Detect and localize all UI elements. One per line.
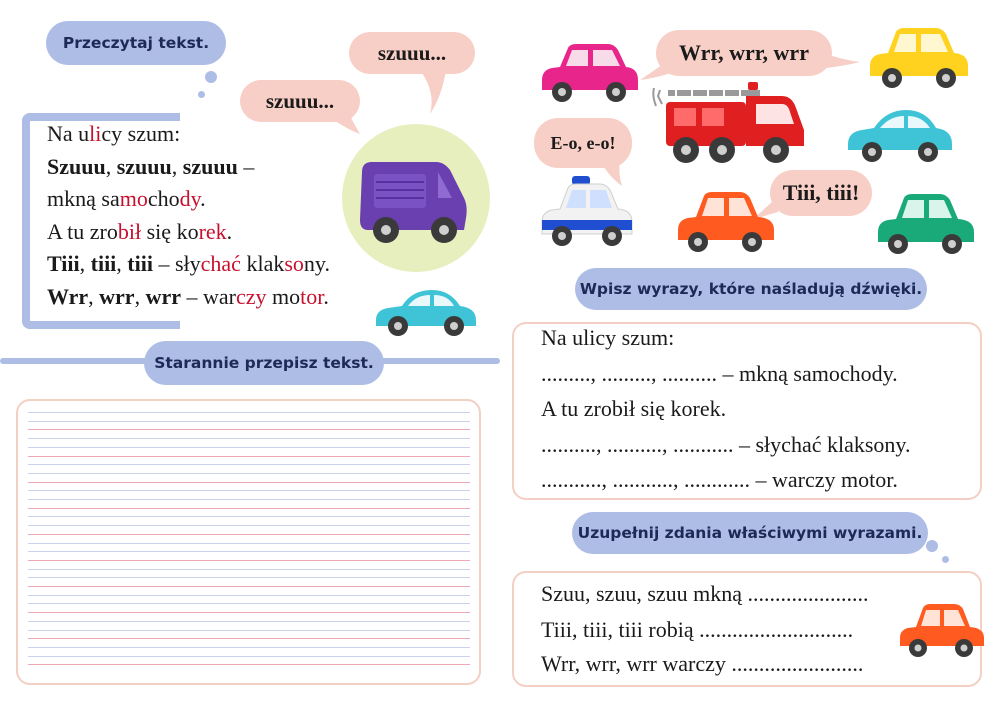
fill-line-4[interactable]: .........., .........., ........... – słychać klaksony. [541,432,911,457]
poem-text [47,118,330,314]
orange-car-icon [896,600,988,660]
ruled-line [28,534,470,535]
ruled-line [28,490,470,491]
purple-van-icon [340,122,492,274]
poem-line-3: A tu zrobił się korek. [47,218,233,244]
pill-dot [926,540,938,552]
fill-line-1: Na ulicy szum: [541,325,675,350]
bubble-szuuu-top: szuuu... [349,32,475,74]
green-car-icon [874,190,978,256]
bubble-tail [826,54,860,70]
ruled-line [28,543,470,544]
ruled-line [28,595,470,596]
bubble-tail [418,70,448,116]
bubble-tail [640,56,674,82]
complete-line-2[interactable]: Tiii, tiii, tiii robią ............................ [541,617,854,642]
ruled-line [28,560,470,561]
fill-line-3: A tu zrobił się korek. [541,396,727,421]
ruled-line [28,421,470,422]
instruction-complete: Uzupełnij zdania właściwymi wyrazami. [572,512,928,554]
bubble-wrr: Wrr, wrr, wrr [656,30,832,76]
ruled-line [28,664,470,665]
ruled-line [28,429,470,430]
yellow-car-icon [866,26,972,90]
section-divider [370,358,500,364]
complete-line-3[interactable]: Wrr, wrr, wrr warczy ........................ [541,651,864,676]
fill-line-2[interactable]: ........., ........., .......... – mkną samochody. [541,361,898,386]
bubble-szuuu-left: szuuu... [240,80,360,122]
fill-line-5[interactable]: ..........., ..........., ............ – warczy motor. [541,467,898,492]
ruled-line [28,586,470,587]
ruled-line [28,621,470,622]
ruled-line [28,577,470,578]
blue-car-icon [372,284,480,340]
instruction-read: Przeczytaj tekst. [46,21,226,65]
ruled-line [28,551,470,552]
bubble-eo: E-o, e-o! [534,118,632,168]
poem-line-2a: Szuuu, szuuu, szuuu – [47,153,255,179]
instruction-write-sounds: Wpisz wyrazy, które naśladują dźwięki. [575,268,927,310]
complete-line-1[interactable]: Szuu, szuu, szuu mkną ...................... [541,581,869,606]
instruction-copy: Starannie przepisz tekst. [144,341,384,385]
ruled-line [28,473,470,474]
poem-line-5: Wrr, wrr, wrr – warczy motor. [47,283,329,309]
orange-car-icon [674,188,778,254]
ruled-line [28,656,470,657]
ruled-line [28,638,470,639]
poem-line-1: Na ulicy szum: [47,121,181,146]
ruled-line [28,603,470,604]
ruled-line [28,456,470,457]
poem-line-2b: mkną samochody. [47,186,206,212]
ruled-line [28,569,470,570]
ruled-line [28,525,470,526]
blue-car-icon [844,104,956,166]
pill-dot [205,71,217,83]
pill-dot [942,556,949,563]
section-divider [0,358,160,364]
bubble-tiii: Tiii, tiii! [770,170,872,216]
ruled-line [28,482,470,483]
ruled-line [28,647,470,648]
ruled-line [28,464,470,465]
ruled-line [28,438,470,439]
fire-truck-icon [652,82,808,168]
poem-line-4: Tiii, tiii, tiii – słychać klaksony. [47,251,330,277]
ruled-line [28,508,470,509]
ruled-line [28,499,470,500]
pink-car-icon [538,40,642,104]
police-car-icon [538,174,638,250]
pill-dot [198,91,205,98]
ruled-line [28,412,470,413]
ruled-line [28,612,470,613]
ruled-line [28,516,470,517]
ruled-line [28,630,470,631]
ruled-line [28,447,470,448]
